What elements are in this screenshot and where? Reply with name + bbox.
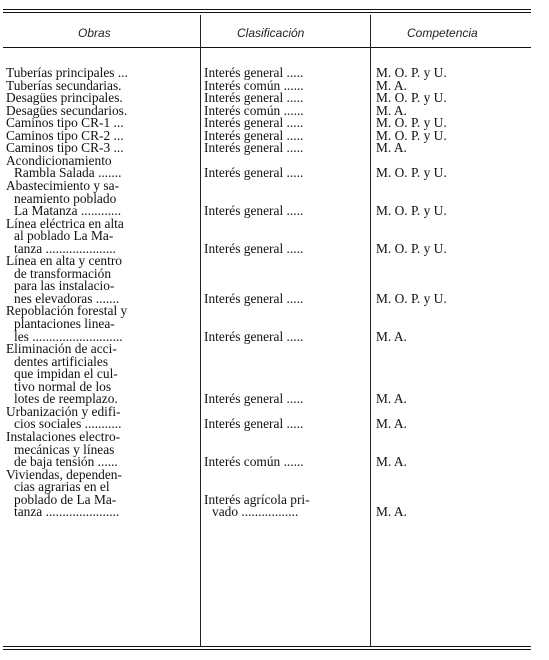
obra-cell: cias agrarias en el	[14, 479, 110, 495]
obra-cell: nes elevadoras .......	[14, 290, 120, 306]
column-divider-1	[200, 15, 201, 646]
clasificacion-cell: Interés general .....	[204, 391, 304, 407]
competencia-cell: M. A.	[376, 140, 407, 156]
obra-cell: dentes artificiales	[14, 353, 109, 369]
clasificacion-cell: Interés general .....	[204, 416, 304, 432]
competencia-cell: M. A.	[376, 102, 407, 118]
clasificacion-cell: Interés general .....	[204, 90, 304, 106]
obra-cell: Rambla Salada .......	[14, 165, 122, 181]
competencia-cell: M. O. P. y U.	[376, 115, 447, 131]
obra-cell: Caminos tipo CR-3 ...	[6, 140, 124, 156]
obra-cell: La Matanza ............	[14, 203, 122, 219]
clasificacion-cell: Interés general .....	[204, 203, 304, 219]
competencia-cell: M. O. P. y U.	[376, 127, 447, 143]
clasificacion-cell: Interés común ......	[204, 77, 304, 93]
header-clasificacion: Clasificación	[237, 26, 305, 40]
obra-cell: Acondicionamiento	[6, 152, 112, 168]
obra-cell: tanza ......................	[14, 504, 120, 520]
obra-cell: lotes de reemplazo.	[14, 391, 118, 407]
clasificacion-cell: Interés general .....	[204, 240, 304, 256]
obra-cell: plantaciones lineа-	[14, 316, 115, 331]
competencia-cell: M. O. P. y U.	[376, 203, 447, 219]
obra-cell: Eliminación de acci-	[6, 341, 117, 357]
competencia-cell: M. O. P. y U.	[376, 65, 447, 80]
competencia-cell: M. A.	[376, 77, 407, 93]
obra-cell: Instalaciones electro-	[6, 428, 121, 444]
competencia-cell: M. A.	[376, 454, 407, 470]
obra-cell: para las instalacio-	[14, 278, 115, 294]
obra-cell: mecánicas y líneas	[14, 441, 115, 457]
clasificacion-cell: Interés general .....	[204, 290, 304, 306]
competencia-cell: M. A.	[376, 504, 407, 520]
obra-cell: Repoblación forestal y	[6, 303, 128, 319]
clasificacion-cell: Interés común ......	[204, 102, 304, 118]
clasificacion-cell: Interés general .....	[204, 165, 304, 181]
clasificacion-cell: Interés general .....	[204, 328, 304, 344]
obra-cell: Desagües secundarios.	[6, 102, 128, 118]
competencia-cell: M. A.	[376, 391, 407, 407]
competencia-cell: M. O. P. y U.	[376, 290, 447, 306]
obra-cell: tanza .....................	[14, 240, 116, 256]
obra-cell: Caminos tipo CR-2 ...	[6, 127, 124, 143]
obra-cell: Línea eléctrica en alta	[6, 215, 124, 231]
clasificacion-cell: Interés general .....	[204, 65, 304, 80]
obra-cell: Tuberías principales ...	[6, 65, 128, 80]
obra-cell: Viviendas, dependen-	[6, 466, 122, 482]
column-divider-2	[370, 15, 371, 646]
obra-cell: cios sociales ...........	[14, 416, 122, 432]
obra-cell: al poblado La Ma-	[14, 228, 114, 244]
clasificacion-cell: Interés común ......	[204, 454, 304, 470]
obra-cell: tivo normal de los	[14, 378, 112, 394]
competencia-cell: M. O. P. y U.	[376, 240, 447, 256]
obra-cell: de transformación	[14, 265, 112, 281]
competencia-cell: M. A.	[376, 328, 407, 344]
obra-cell: neamiento poblado	[14, 190, 117, 206]
obra-cell: les ...........................	[14, 328, 123, 344]
obra-cell: Caminos tipo CR-1 ...	[6, 115, 124, 131]
competencia-cell: M. O. P. y U.	[376, 90, 447, 106]
obra-cell: Línea en alta y centro	[6, 253, 122, 269]
obra-cell: de baja tensión ......	[14, 454, 118, 470]
clasificacion-cell: vado .................	[212, 504, 299, 520]
obra-cell: poblado de La Ma-	[14, 491, 117, 507]
header-competencia: Competencia	[407, 26, 478, 40]
header-obras: Obras	[78, 26, 111, 40]
competencia-cell: M. O. P. y U.	[376, 165, 447, 181]
obra-cell: Abastecimiento y sa-	[6, 177, 120, 193]
clasificacion-cell: Interés general .....	[204, 127, 304, 143]
competencia-cell: M. A.	[376, 416, 407, 432]
obra-cell: que impidan el cul-	[14, 366, 118, 382]
clasificacion-cell: Interés general .....	[204, 115, 304, 131]
clasificacion-cell: Interés agrícola pri-	[204, 491, 310, 507]
obra-cell: Desagües principales.	[6, 90, 123, 106]
obra-cell: Tuberías secundarias.	[6, 77, 122, 93]
obra-cell: Urbanización y edifi-	[6, 403, 121, 419]
clasificacion-cell: Interés general .....	[204, 140, 304, 156]
